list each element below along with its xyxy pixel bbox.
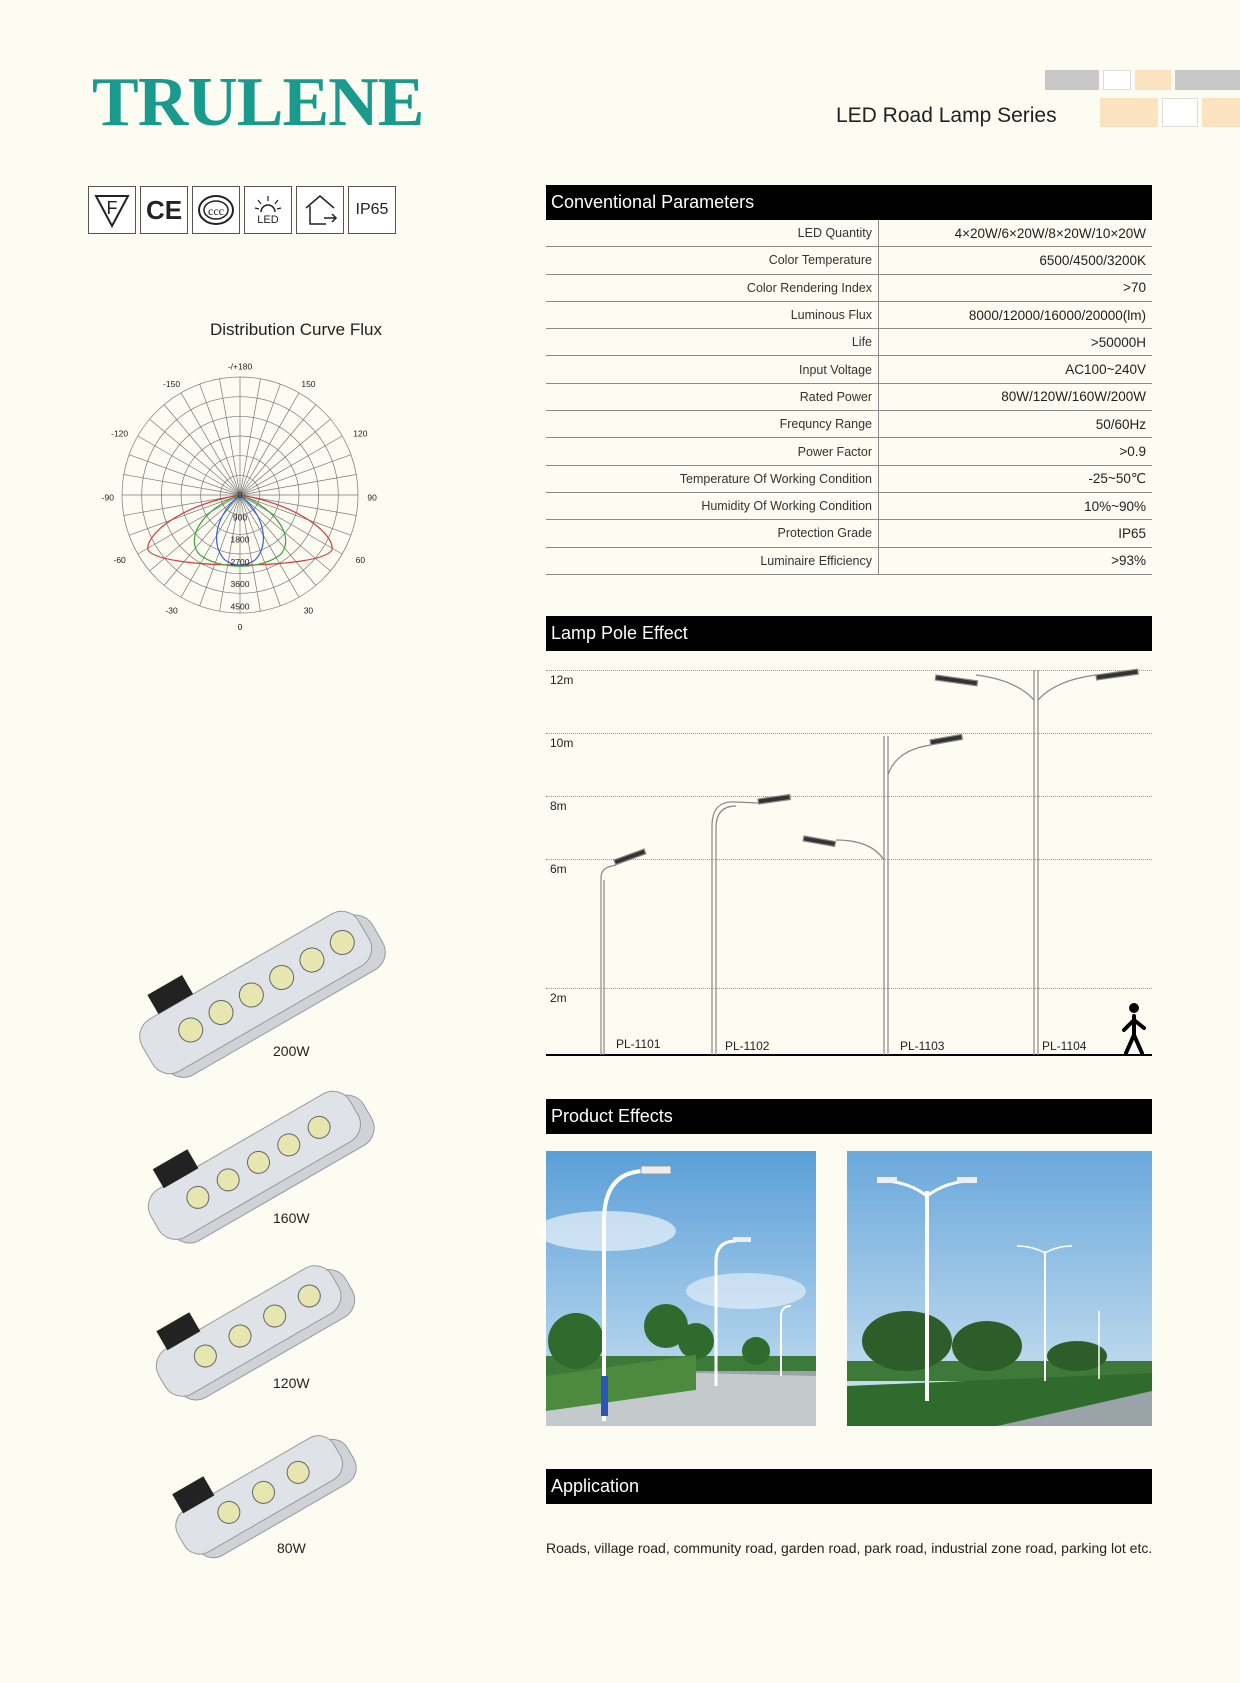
polar-angle-label: -150: [163, 379, 181, 390]
ce-mark-icon: CE: [140, 186, 188, 234]
pole-model-label: PL-1102: [725, 1039, 770, 1053]
polar-radial-label: 900: [232, 512, 248, 523]
lamp-200w-image: [120, 910, 400, 1070]
height-label: 2m: [550, 991, 567, 1005]
polar-distribution-chart: [101, 361, 390, 640]
parameter-label: Input Voltage: [546, 356, 879, 383]
pole-pl-1102: [712, 795, 790, 1055]
pole-model-label: PL-1103: [900, 1039, 945, 1053]
svg-text:ccc: ccc: [208, 204, 224, 218]
lamp-120w-image: [140, 1262, 370, 1402]
distribution-curve-title: Distribution Curve Flux: [210, 320, 382, 339]
polar-angle-label: -90: [101, 492, 114, 503]
polar-angle-label: 30: [303, 605, 314, 616]
parameter-label: Frequncy Range: [546, 411, 879, 438]
lamp-160w-image: [130, 1090, 390, 1240]
height-label: 10m: [550, 736, 574, 750]
parameter-row: [546, 301, 1152, 328]
svg-text:F: F: [106, 198, 118, 218]
wattage-label: 200W: [273, 1043, 310, 1059]
lamp-80w-image: [160, 1430, 370, 1560]
parameter-value: >93%: [879, 547, 1153, 574]
parameter-label: Luminous Flux: [546, 301, 879, 328]
wattage-label: 120W: [273, 1375, 310, 1391]
polar-radial-label: 3600: [230, 579, 250, 590]
parameter-value: IP65: [879, 520, 1153, 547]
parameter-label: Rated Power: [546, 383, 879, 410]
pole-pl-1101: [601, 849, 646, 1055]
wattage-label: 160W: [273, 1210, 310, 1226]
height-label: 8m: [550, 799, 567, 813]
parameter-row: [546, 247, 1152, 274]
parameter-row: [546, 329, 1152, 356]
series-title: LED Road Lamp Series: [836, 104, 1057, 127]
f-mark-icon: [88, 186, 136, 234]
pole-model-label: PL-1101: [616, 1037, 661, 1051]
polar-angle-label: -/+180: [227, 361, 253, 372]
parameter-label: Luminaire Efficiency: [546, 547, 879, 574]
polar-angle-label: -30: [165, 605, 178, 616]
parameter-value: 80W/120W/160W/200W: [879, 383, 1153, 410]
parameter-value: AC100~240V: [879, 356, 1153, 383]
polar-angle-label: 90: [367, 492, 377, 503]
parameter-value: >70: [879, 274, 1153, 301]
polar-angle-label: -60: [113, 554, 126, 565]
parameter-label: Life: [546, 329, 879, 356]
parameter-label: Power Factor: [546, 438, 879, 465]
parameter-row: [546, 411, 1152, 438]
parameter-label: Color Rendering Index: [546, 274, 879, 301]
indoor-outdoor-icon: [296, 186, 344, 234]
parameter-label: LED Quantity: [546, 220, 879, 247]
parameter-row: [546, 465, 1152, 492]
height-label: 12m: [550, 673, 574, 687]
certification-row: [88, 186, 396, 234]
parameter-value: 4×20W/6×20W/8×20W/10×20W: [879, 220, 1153, 247]
parameter-row: [546, 492, 1152, 519]
parameter-row: [546, 547, 1152, 574]
wattage-label: 80W: [277, 1540, 306, 1556]
pole-illustration: [546, 660, 1152, 1058]
pole-model-label: PL-1104: [1042, 1039, 1087, 1053]
section-product-effects: Product Effects: [546, 1099, 1152, 1134]
street-photo-right: [847, 1151, 1152, 1426]
polar-angle-label: 0: [237, 622, 243, 633]
pedestrian-icon: [1124, 1003, 1144, 1053]
polar-radial-label: 4500: [230, 601, 250, 612]
parameter-value: 6500/4500/3200K: [879, 247, 1153, 274]
polar-angle-label: 60: [355, 554, 366, 565]
parameter-row: [546, 438, 1152, 465]
parameter-label: Color Temperature: [546, 247, 879, 274]
parameter-row: [546, 274, 1152, 301]
parameter-value: 10%~90%: [879, 492, 1153, 519]
section-lamp-pole-effect: Lamp Pole Effect: [546, 616, 1152, 651]
ccc-mark-icon: [192, 186, 240, 234]
parameter-value: -25~50℃: [879, 465, 1153, 492]
parameter-row: [546, 220, 1152, 247]
polar-angle-label: 150: [301, 379, 316, 390]
parameter-label: Protection Grade: [546, 520, 879, 547]
parameter-value: 50/60Hz: [879, 411, 1153, 438]
parameter-label: Temperature Of Working Condition: [546, 465, 879, 492]
parameters-table: [546, 220, 1152, 575]
pole-pl-1103: [803, 734, 962, 1055]
parameter-row: [546, 520, 1152, 547]
parameter-value: >0.9: [879, 438, 1153, 465]
polar-radial-label: 0: [237, 490, 243, 500]
street-photo-left: [546, 1151, 816, 1426]
ip65-badge: IP65: [348, 186, 396, 234]
parameter-value: >50000H: [879, 329, 1153, 356]
led-icon: LED: [244, 186, 292, 234]
parameter-label: Humidity Of Working Condition: [546, 492, 879, 519]
polar-angle-label: 120: [353, 428, 368, 439]
polar-angle-label: -120: [111, 428, 129, 439]
brand-logo: TRULENE: [92, 64, 424, 141]
polar-radial-label: 1800: [230, 534, 250, 545]
section-conventional-parameters: Conventional Parameters: [546, 185, 1152, 220]
pole-pl-1104: [935, 669, 1138, 1055]
parameter-row: [546, 356, 1152, 383]
height-label: 6m: [550, 862, 567, 876]
parameter-value: 8000/12000/16000/20000(lm): [879, 301, 1153, 328]
polar-radial-label: 2700: [230, 556, 250, 567]
section-application: Application: [546, 1469, 1152, 1504]
parameter-row: [546, 383, 1152, 410]
application-text: Roads, village road, community road, garden road, park road, industrial zone road, parking lot etc.: [546, 1540, 1153, 1556]
